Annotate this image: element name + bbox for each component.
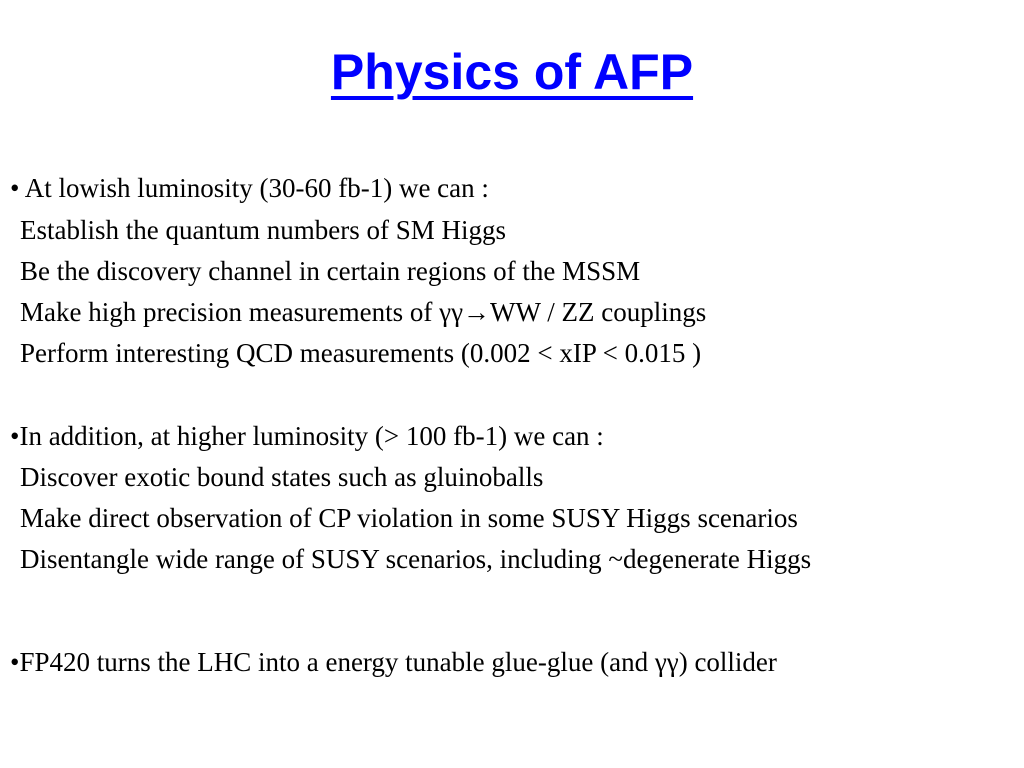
item-cp-violation: Make direct observation of CP violation in some SUSY Higgs scenarios [20,503,798,533]
slide-title-text: Physics of AFP [330,44,694,100]
item-exotic-bound-states: Discover exotic bound states such as gluinoballs [20,462,544,492]
bullet-fp420: •FP420 turns the LHC into a energy tunable glue-glue (and γγ) collider [10,647,777,677]
item-discovery-channel: Be the discovery channel in certain regions of the MSSM [20,256,641,286]
bullet-higher-luminosity: •In addition, at higher luminosity (> 100 fb-1) we can : [10,421,604,451]
item-qcd-measurements: Perform interesting QCD measurements (0.002 < xIP < 0.015 ) [20,338,702,368]
item-quantum-numbers: Establish the quantum numbers of SM Higgs [20,215,506,245]
item-susy-scenarios: Disentangle wide range of SUSY scenarios, including ~degenerate Higgs [20,544,812,574]
item-precision-measurements: Make high precision measurements of γγ→WW / ZZ couplings [20,297,707,327]
slide-title [0,40,1024,104]
bullet-lowish-luminosity: • At lowish luminosity (30-60 fb-1) we can : [10,173,489,203]
